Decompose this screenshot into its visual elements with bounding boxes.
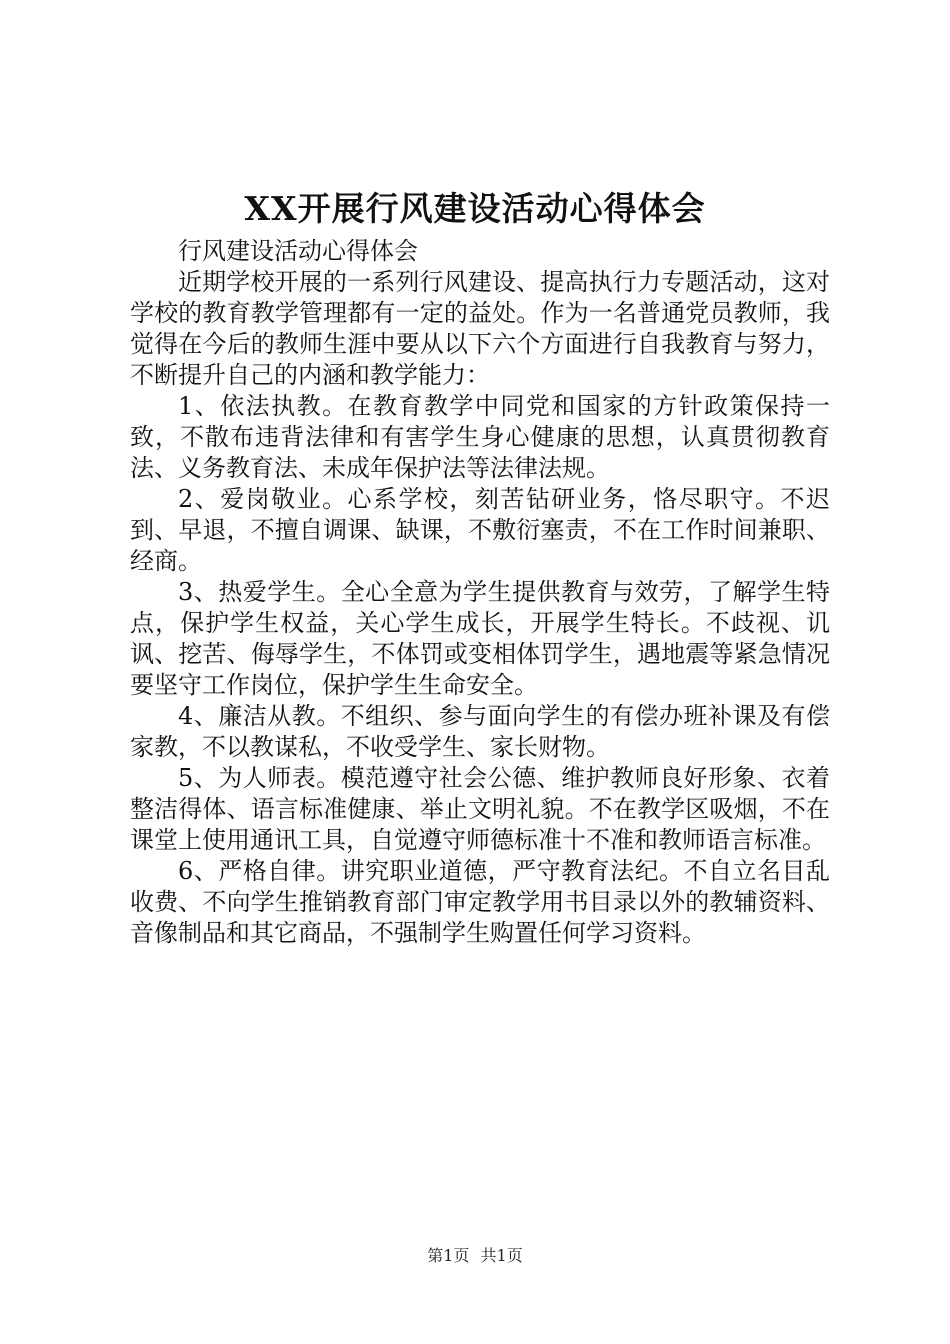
page-total: 共1页: [480, 1246, 523, 1265]
paragraph-item-4: 4、廉洁从教。不组织、参与面向学生的有偿办班补课及有偿家教，不以教谋私，不收受学生、家长财物。: [130, 702, 830, 761]
paragraph-item-1: 1、依法执教。在教育教学中同党和国家的方针政策保持一致，不散布违背法律和有害学生身心健康的思想，认真贯彻教育法、义务教育法、未成年保护法等法律法规。: [130, 392, 830, 482]
paragraph-item-6: 6、严格自律。讲究职业道德，严守教育法纪。不自立名目乱收费、不向学生推销教育部门审定教学用书目录以外的教辅资料、音像制品和其它商品，不强制学生购置任何学习资料。: [130, 857, 830, 947]
page-number: 第1页: [427, 1246, 470, 1265]
paragraph-item-2: 2、爱岗敬业。心系学校，刻苦钻研业务，恪尽职守。不迟到、早退，不擅自调课、缺课，不敷衍塞责，不在工作时间兼职、经商。: [130, 485, 830, 575]
document-body: [130, 236, 830, 949]
paragraph-item-5: 5、为人师表。模范遵守社会公德、维护教师良好形象、衣着整洁得体、语言标准健康、举止文明礼貌。不在教学区吸烟，不在课堂上使用通讯工具，自觉遵守师德标准十不准和教师语言标准。: [130, 764, 830, 854]
paragraph-item-3: 3、热爱学生。全心全意为学生提供教育与效劳，了解学生特点，保护学生权益，关心学生成长，开展学生特长。不歧视、讥讽、挖苦、侮辱学生，不体罚或变相体罚学生，遇地震等紧急情况要坚守工作岗位，保护学生生命安全。: [130, 578, 830, 699]
page-footer: [0, 1245, 950, 1267]
paragraph-intro: 近期学校开展的一系列行风建设、提高执行力专题活动，这对学校的教育教学管理都有一定的益处。作为一名普通党员教师，我觉得在今后的教师生涯中要从以下六个方面进行自我教育与努力，不断提升自己的内涵和教学能力：: [130, 268, 830, 389]
document-subtitle: 行风建设活动心得体会: [178, 237, 418, 265]
document-title: XX开展行风建设活动心得体会: [244, 189, 706, 228]
